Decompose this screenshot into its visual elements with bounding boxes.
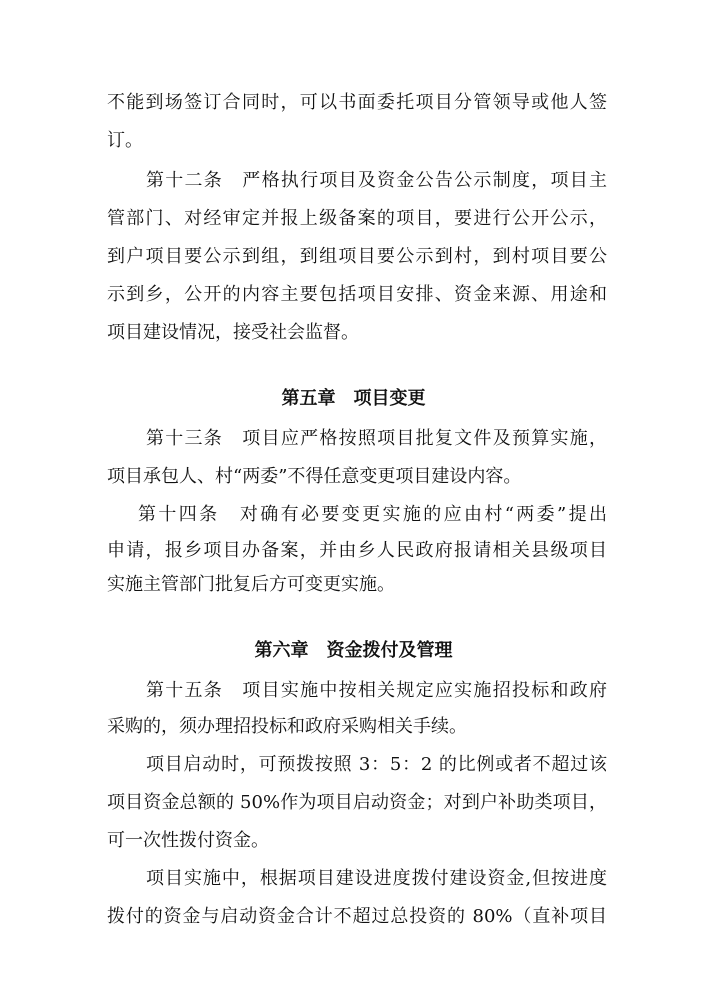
article-15-line: 采购的，须办理招投标和政府采购相关手续。 <box>107 716 467 737</box>
article-14-line: 第十四条 对确有必要变更实施的应由村“两委”提出 <box>138 504 607 525</box>
article-12-line: 到户项目要公示到组，到组项目要公示到村，到村项目要公 <box>107 246 607 267</box>
progress-paragraph-line: 拨付的资金与启动资金合计不超过总投资的 80%（直补项目 <box>107 906 607 927</box>
text-line: 不能到场签订合同时，可以书面委托项目分管领导或他人签 <box>107 92 607 113</box>
article-12-line: 示到乡，公开的内容主要包括项目安排、资金来源、用途和 <box>107 284 607 305</box>
article-12-line: 项目建设情况，接受社会监督。 <box>107 322 359 343</box>
article-13-line: 第十三条 项目应严格按照项目批复文件及预算实施， <box>146 428 607 449</box>
startup-paragraph-line: 项目资金总额的 50%作为项目启动资金；对到户补助类项目， <box>107 792 607 813</box>
article-15-line: 第十五条 项目实施中按相关规定应实施招投标和政府 <box>146 680 607 701</box>
startup-paragraph-line: 可一次性拨付资金。 <box>107 830 269 851</box>
chapter-6-heading: 第六章 资金拨付及管理 <box>254 640 453 661</box>
article-13-line: 项目承包人、村“两委”不得任意变更项目建设内容。 <box>107 466 522 487</box>
chapter-5-heading: 第五章 项目变更 <box>281 388 426 409</box>
startup-paragraph-line: 项目启动时，可预拨按照 3：5：2 的比例或者不超过该 <box>146 754 607 775</box>
article-12-line: 第十二条 严格执行项目及资金公告公示制度，项目主 <box>146 170 607 191</box>
progress-paragraph-line: 项目实施中，根据项目建设进度拨付建设资金,但按进度 <box>146 868 607 889</box>
article-12-line: 管部门、对经审定并报上级备案的项目，要进行公开公示， <box>107 208 607 229</box>
text-line: 订。 <box>107 130 143 151</box>
article-14-line: 实施主管部门批复后方可变更实施。 <box>107 574 395 595</box>
article-14-line: 申请，报乡项目办备案，并由乡人民政府报请相关县级项目 <box>107 540 607 561</box>
